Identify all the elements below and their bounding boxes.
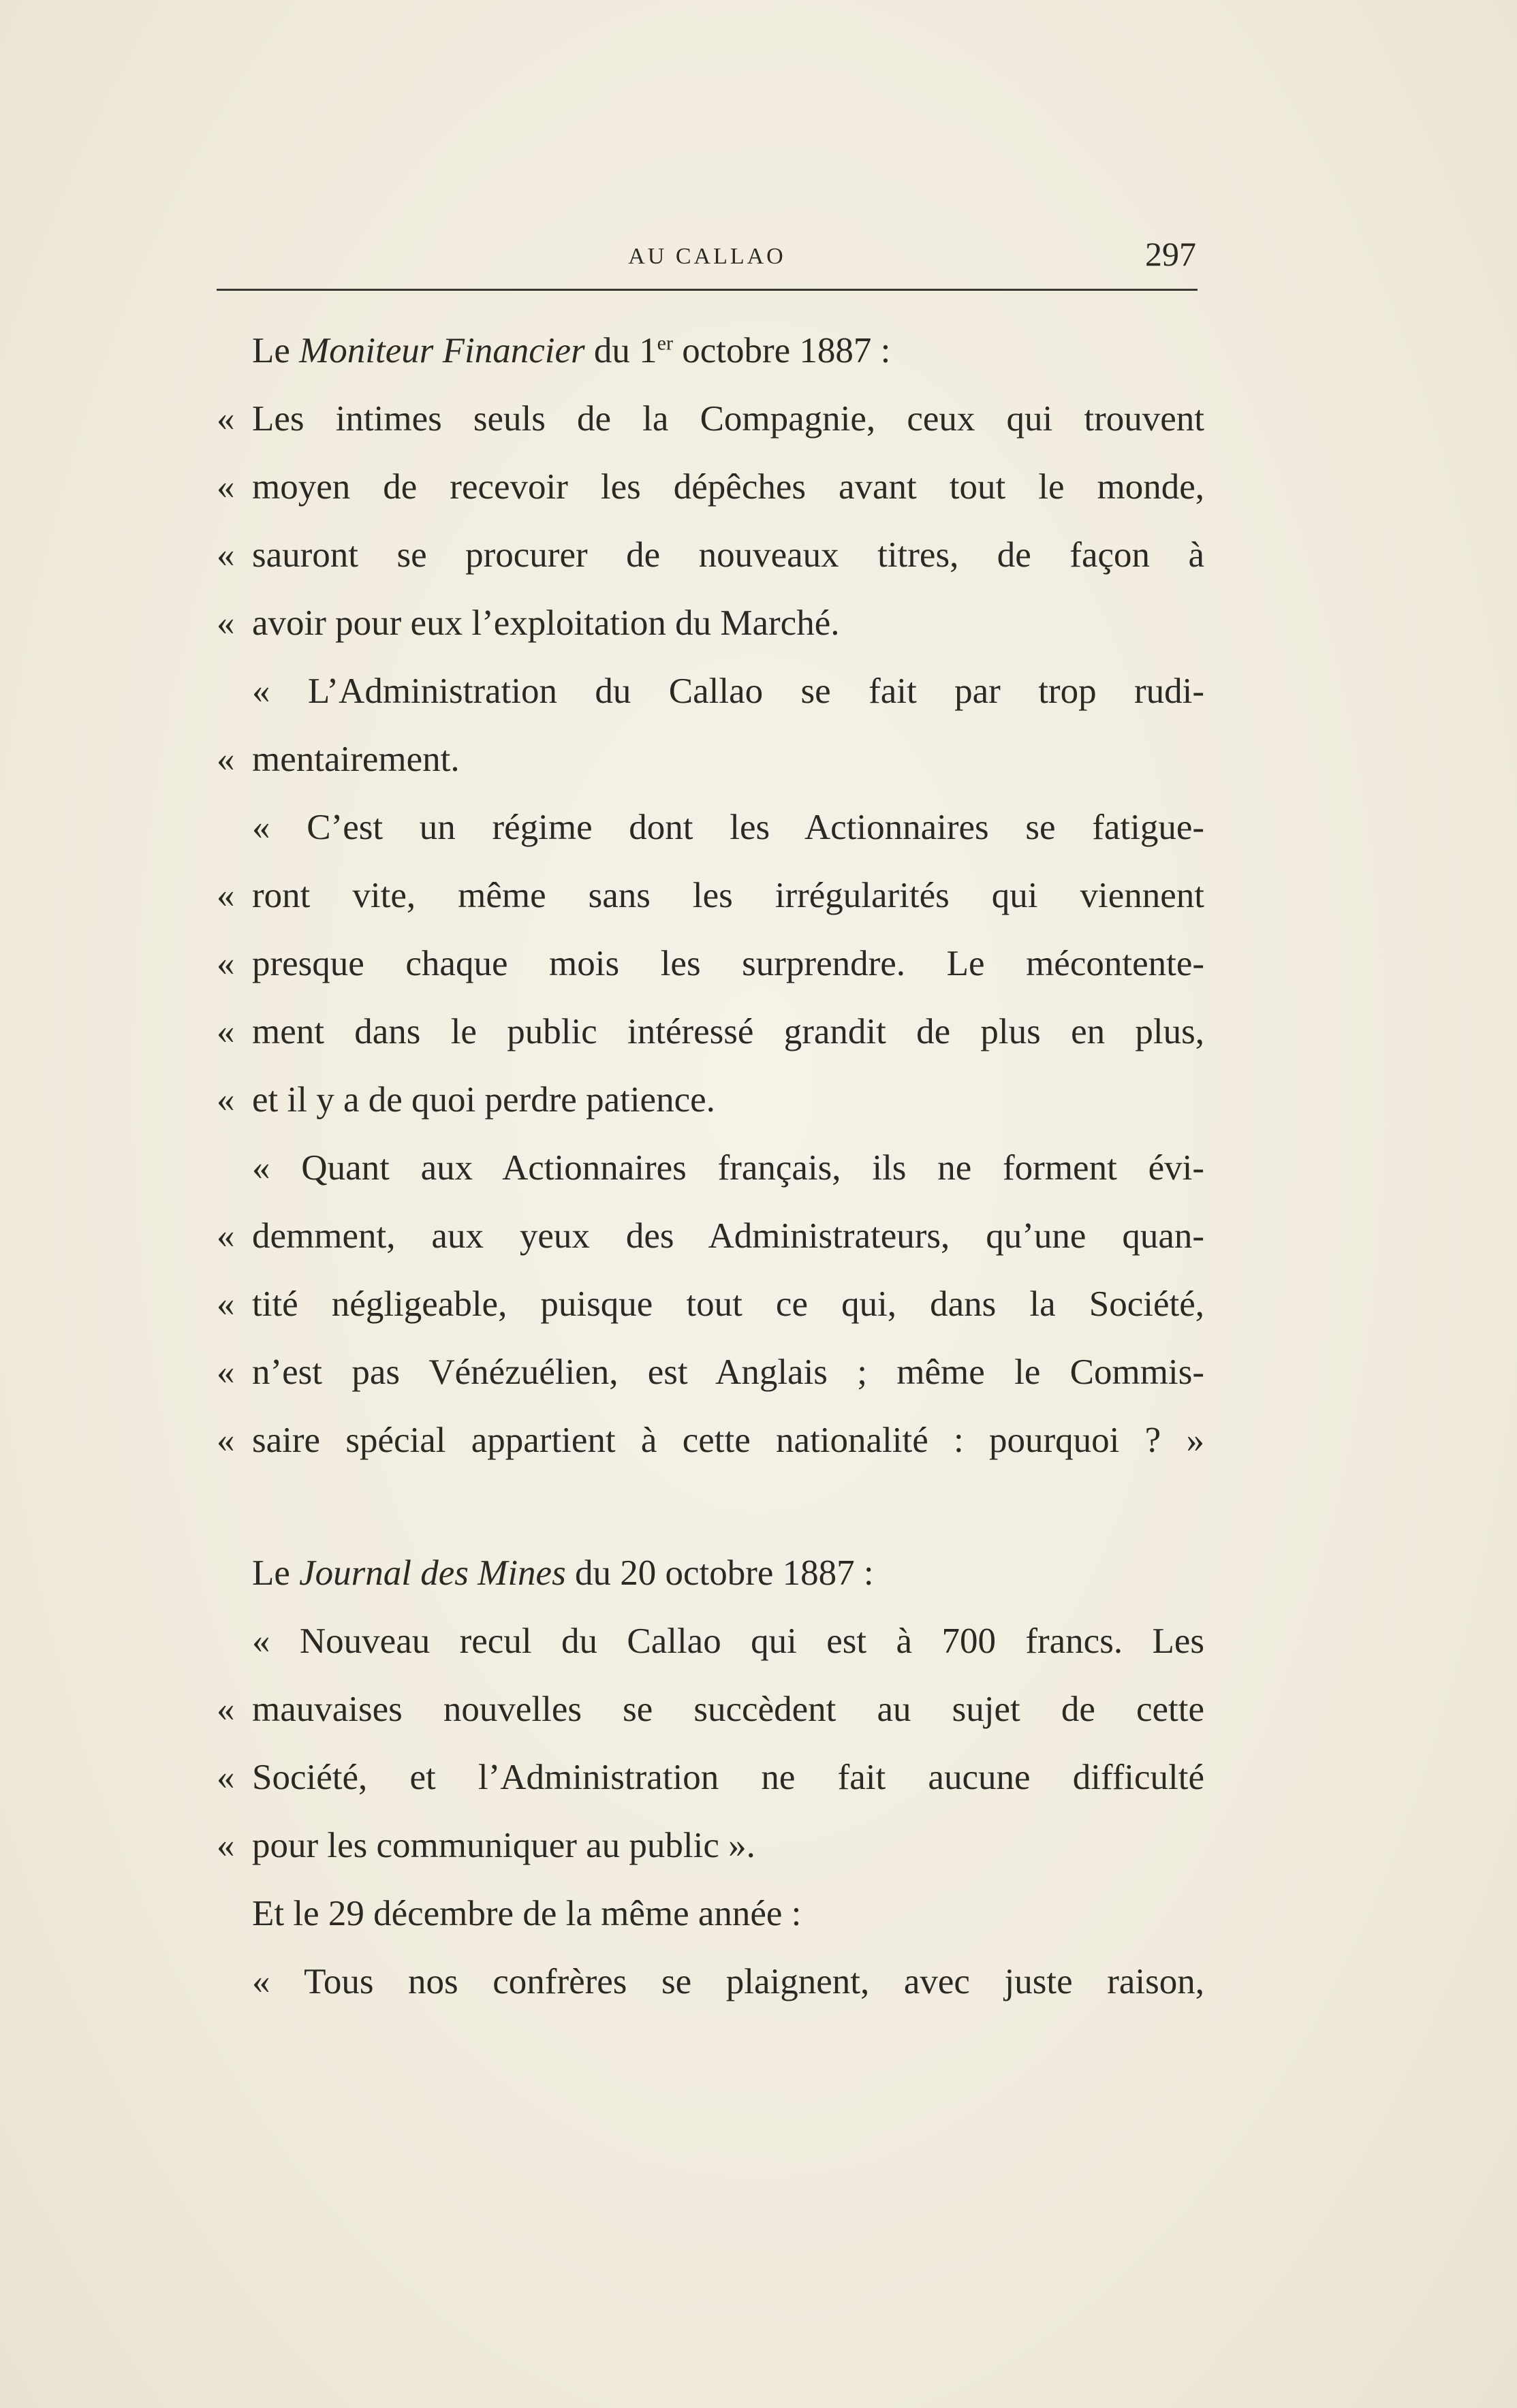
guillemet-mark: « bbox=[217, 740, 235, 779]
quote-line bbox=[217, 1880, 1204, 1948]
quote-line bbox=[217, 793, 1204, 861]
intro-prefix: Le bbox=[252, 1553, 300, 1593]
line-text: tité négligeable, puisque tout ce qui, dans la Société, bbox=[252, 1284, 1204, 1324]
quote-line bbox=[217, 1406, 1204, 1474]
guillemet-mark: « bbox=[217, 1216, 235, 1256]
guillemet-mark: « bbox=[217, 1758, 235, 1797]
guillemet-mark: « bbox=[217, 603, 235, 643]
line-text: « C’est un régime dont les Actionnaires se fatigue- bbox=[252, 808, 1204, 847]
guillemet-mark: « bbox=[217, 467, 235, 507]
quote-line bbox=[217, 453, 1204, 521]
intro-date: du 20 octobre 1887 : bbox=[565, 1553, 874, 1593]
quote-line bbox=[217, 861, 1204, 930]
quote-line bbox=[217, 998, 1204, 1066]
guillemet-mark: « bbox=[217, 535, 235, 575]
publication-title: Journal des Mines bbox=[299, 1553, 566, 1593]
intro-sup: er bbox=[657, 332, 673, 355]
line-text: ront vite, même sans les irrégularités qui viennent bbox=[252, 876, 1204, 915]
header-rule bbox=[217, 289, 1198, 291]
quote-line bbox=[217, 1948, 1204, 2016]
paragraph-intro bbox=[217, 317, 1204, 385]
line-text: moyen de recevoir les dépêches avant tout le monde, bbox=[252, 467, 1204, 507]
quote-line bbox=[217, 725, 1204, 793]
line-text: mentairement. bbox=[252, 740, 460, 779]
guillemet-mark: « bbox=[217, 1826, 235, 1865]
quote-line bbox=[217, 1270, 1204, 1338]
quote-line bbox=[217, 1743, 1204, 1811]
guillemet-mark: « bbox=[217, 1352, 235, 1392]
section-spacer bbox=[217, 1474, 1204, 1539]
guillemet-mark: « bbox=[217, 1080, 235, 1120]
quote-line bbox=[217, 1607, 1204, 1675]
line-text: presque chaque mois les surprendre. Le mécontente- bbox=[252, 944, 1204, 983]
guillemet-mark: « bbox=[217, 399, 235, 439]
line-text: Et le 29 décembre de la même année : bbox=[252, 1894, 802, 1933]
publication-title: Moniteur Financier bbox=[299, 331, 585, 370]
guillemet-mark: « bbox=[217, 944, 235, 983]
line-text: « L’Administration du Callao se fait par trop rudi- bbox=[252, 671, 1204, 711]
intro-date-a: du 1 bbox=[584, 331, 657, 370]
body-text bbox=[217, 317, 1204, 2016]
running-header bbox=[217, 234, 1198, 289]
line-text: avoir pour eux l’exploitation du Marché. bbox=[252, 603, 840, 643]
guillemet-mark: « bbox=[217, 1690, 235, 1729]
quote-line bbox=[217, 589, 1204, 657]
header-title: AU CALLAO bbox=[628, 244, 786, 269]
guillemet-mark: « bbox=[217, 1421, 235, 1460]
guillemet-mark: « bbox=[217, 876, 235, 915]
quote-line bbox=[217, 1338, 1204, 1406]
intro-date-b: octobre 1887 : bbox=[672, 331, 891, 370]
guillemet-mark: « bbox=[217, 1012, 235, 1051]
line-text: « Tous nos confrères se plaignent, avec juste raison, bbox=[252, 1962, 1204, 2001]
line-text: pour les communiquer au public ». bbox=[252, 1826, 755, 1865]
line-text: saire spécial appartient à cette nationalité : pourquoi ? » bbox=[252, 1421, 1204, 1460]
quote-line bbox=[217, 1066, 1204, 1134]
line-text: demment, aux yeux des Administrateurs, qu’une quan- bbox=[252, 1216, 1204, 1256]
line-text: n’est pas Vénézuélien, est Anglais ; même le Commis- bbox=[252, 1352, 1204, 1392]
quote-line bbox=[217, 385, 1204, 453]
line-text: sauront se procurer de nouveaux titres, de façon à bbox=[252, 535, 1204, 575]
line-text: Les intimes seuls de la Compagnie, ceux qui trouvent bbox=[252, 399, 1204, 439]
line-text: Société, et l’Administration ne fait aucune difficulté bbox=[252, 1758, 1204, 1797]
line-text: « Nouveau recul du Callao qui est à 700 francs. Les bbox=[252, 1621, 1204, 1661]
line-text: « Quant aux Actionnaires français, ils ne forment évi- bbox=[252, 1148, 1204, 1188]
quote-line bbox=[217, 1811, 1204, 1880]
guillemet-mark: « bbox=[217, 1284, 235, 1324]
line-text: ment dans le public intéressé grandit de plus en plus, bbox=[252, 1012, 1204, 1051]
quote-line bbox=[217, 1675, 1204, 1743]
quote-line bbox=[217, 657, 1204, 725]
paragraph-intro bbox=[217, 1539, 1204, 1607]
quote-line bbox=[217, 1134, 1204, 1202]
page-number: 297 bbox=[1145, 235, 1196, 273]
quote-line bbox=[217, 930, 1204, 998]
quote-line bbox=[217, 521, 1204, 589]
line-text: et il y a de quoi perdre patience. bbox=[252, 1080, 715, 1120]
line-text: mauvaises nouvelles se succèdent au sujet de cette bbox=[252, 1690, 1204, 1729]
intro-prefix: Le bbox=[252, 331, 300, 370]
quote-line bbox=[217, 1202, 1204, 1270]
